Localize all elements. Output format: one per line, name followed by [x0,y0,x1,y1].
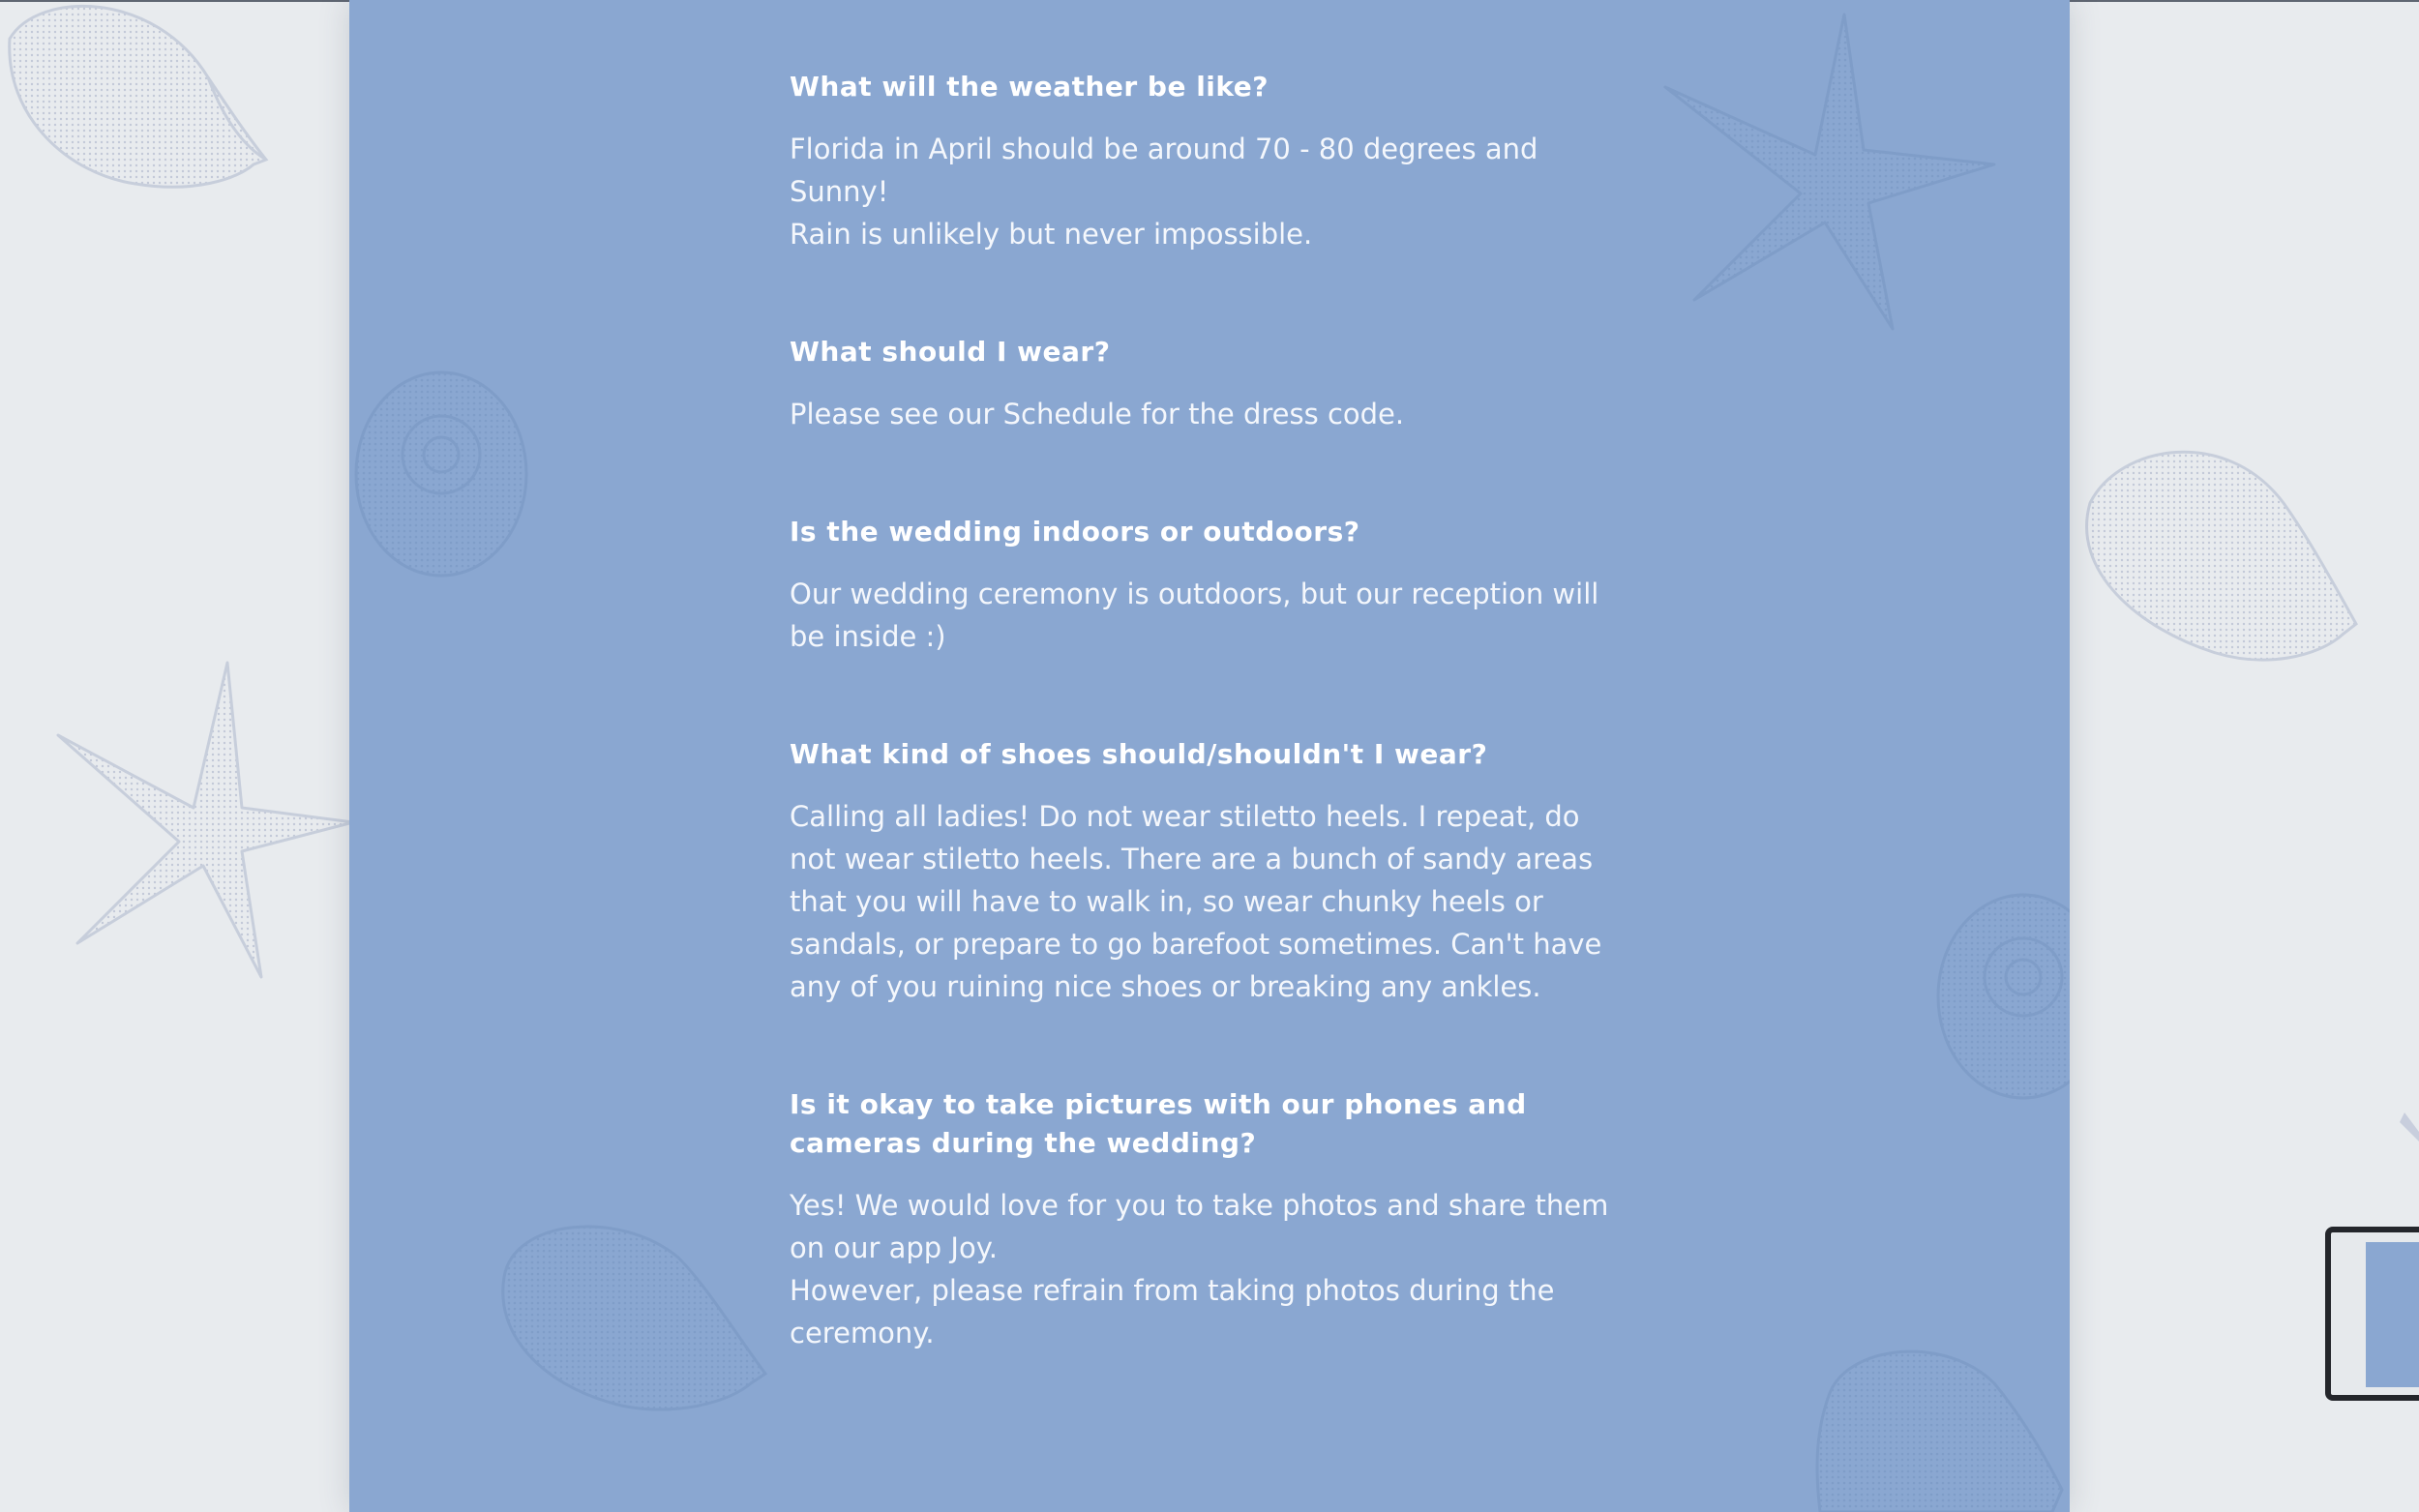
faq-answer [790,573,1631,658]
faq-answer-line: Yes! We would love for you to take photos and share them on our app Joy. [790,1189,1609,1264]
faq-answer-line: Calling all ladies! Do not wear stiletto heels. I repeat, do not wear stiletto heels. There are a bunch of sandy areas that you will have to walk in, so wear chunky heels or sandals, or prepare to go barefoot sometimes. Can't have any of you ruining nice shoes or breaking any ankles. [790,800,1602,1003]
faq-question: What will the weather be like? [790,71,1269,103]
snail-shell-icon [1938,895,2070,1098]
faq-answer-line: Florida in April should be around 70 - 80 degrees and Sunny! [790,133,1538,208]
faq-answer-line: Our wedding ceremony is outdoors, but our reception will be inside :) [790,578,1599,653]
faq-answer-line: Rain is unlikely but never impossible. [790,218,1313,251]
faq-item-attire [790,333,1631,435]
seashell-icon [2087,452,2356,660]
page-preview-thumbnail[interactable] [2325,1227,2419,1401]
seashell-icon [10,6,266,187]
faq-answer [790,393,1631,435]
faq-answer [790,795,1631,1008]
faq-item-photos [790,1085,1631,1354]
faq-question: What should I wear? [790,336,1111,368]
faq-answer [790,128,1631,255]
faq-list [790,68,1631,1432]
snail-shell-icon [356,372,526,576]
faq-item-venue [790,513,1631,658]
faq-answer-line: However, please refrain from taking photos during the ceremony. [790,1274,1555,1349]
faq-answer [790,1184,1631,1354]
faq-question: Is it okay to take pictures with our phones and cameras during the wedding? [790,1088,1527,1159]
seashell-icon [1817,1351,2062,1512]
faq-answer-line: Please see our Schedule for the dress code. [790,398,1405,430]
seashell-icon [503,1227,765,1409]
starfish-icon [58,663,353,977]
faq-item-shoes [790,735,1631,1008]
page-preview-panel [2366,1242,2419,1387]
starfish-icon [2400,1112,2419,1141]
faq-question: What kind of shoes should/shouldn't I wear? [790,738,1488,770]
starfish-icon [1665,15,1994,329]
faq-question: Is the wedding indoors or outdoors? [790,516,1360,548]
faq-item-weather [790,68,1631,255]
faq-panel [349,0,2070,1512]
